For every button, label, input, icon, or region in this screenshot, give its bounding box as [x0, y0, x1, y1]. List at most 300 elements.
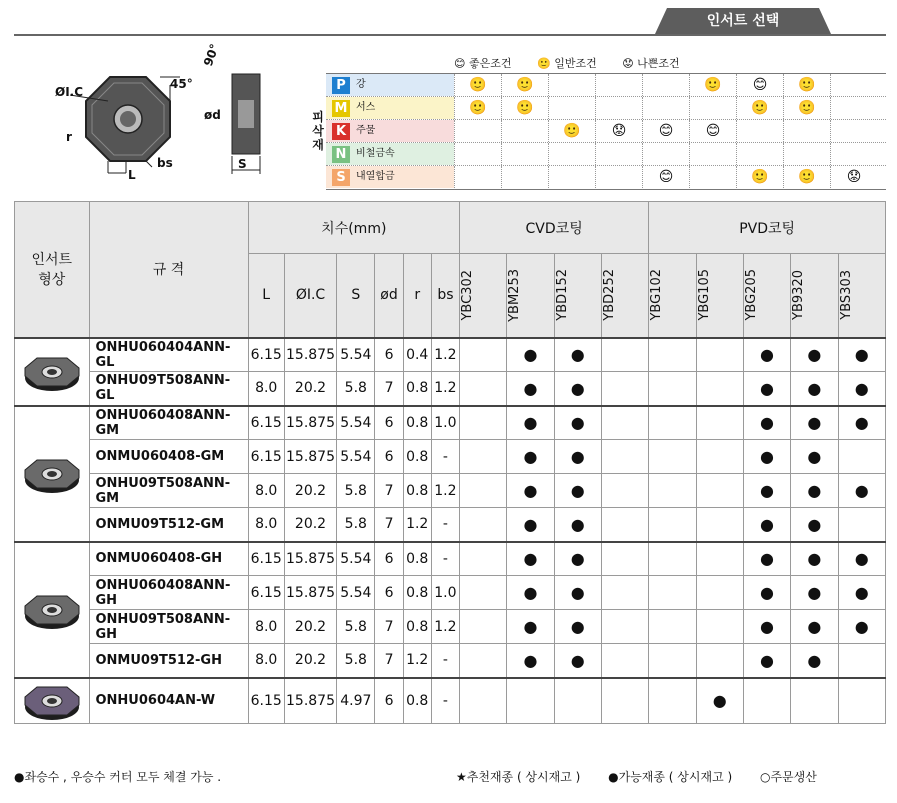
- material-condition-grid: [326, 73, 886, 190]
- dim-cell: 6.15: [248, 440, 284, 474]
- col-dim: S: [337, 254, 375, 338]
- grade-cell: [696, 474, 743, 508]
- condition-cell: [830, 143, 877, 165]
- dim-cell: -: [431, 644, 459, 678]
- table-row: [15, 372, 886, 406]
- grade-cell: [649, 610, 696, 644]
- grade-cell: [460, 610, 507, 644]
- dim-cell: 0.8: [403, 406, 431, 440]
- face-bad-icon: 😟: [595, 120, 642, 142]
- dim-cell: -: [431, 678, 459, 724]
- dim-cell: 0.8: [403, 576, 431, 610]
- col-dim: bs: [431, 254, 459, 338]
- grade-cell: ●: [791, 372, 838, 406]
- condition-cell: [689, 97, 736, 119]
- grade-cell: ●: [554, 474, 601, 508]
- col-dim: ØI.C: [284, 254, 336, 338]
- grade-cell: ●: [791, 644, 838, 678]
- condition-cell: [501, 120, 548, 142]
- condition-cell: [548, 166, 595, 188]
- dim-cell: 8.0: [248, 508, 284, 542]
- grade-cell: [601, 576, 648, 610]
- workpiece-side-label: 피 삭 재: [312, 110, 324, 152]
- condition-cell: [595, 97, 642, 119]
- grade-cell: ●: [791, 610, 838, 644]
- col-grade: YBG102: [649, 254, 696, 338]
- table-row: [15, 338, 886, 372]
- grade-cell: ●: [838, 338, 886, 372]
- grade-cell: [507, 678, 554, 724]
- material-name: 비철금속: [326, 143, 454, 165]
- dim-cell: 5.54: [337, 338, 375, 372]
- face-good-icon: 😊: [454, 57, 466, 70]
- grade-cell: ●: [791, 474, 838, 508]
- grade-cell: ●: [838, 474, 886, 508]
- grade-cell: [601, 678, 648, 724]
- spec-cell: ONHU09T508ANN-GM: [89, 474, 248, 508]
- col-grade: YBG205: [743, 254, 790, 338]
- legend-bad: 😟 나쁜조건: [622, 57, 680, 70]
- dim-cell: 6: [375, 678, 403, 724]
- face-good-icon: 😊: [689, 120, 736, 142]
- dim-cell: 0.8: [403, 678, 431, 724]
- dim-cell: 15.875: [284, 338, 336, 372]
- face-normal-icon: 🙂: [501, 74, 548, 96]
- section-title: 인서트 선택: [706, 13, 780, 29]
- grade-cell: ●: [743, 508, 790, 542]
- col-cvd: CVD코팅: [460, 202, 649, 254]
- grade-cell: [601, 406, 648, 440]
- grade-cell: [649, 542, 696, 576]
- insert-side-view-diagram: [228, 70, 268, 180]
- material-row-n: [326, 143, 886, 166]
- table-row: [15, 440, 886, 474]
- spec-cell: ONHU09T508ANN-GH: [89, 610, 248, 644]
- material-name: 내열합금: [326, 166, 454, 188]
- condition-legend: [454, 55, 702, 73]
- grade-cell: ●: [743, 474, 790, 508]
- grade-cell: ●: [507, 406, 554, 440]
- dim-cell: 0.4: [403, 338, 431, 372]
- material-code-badge: K: [332, 123, 350, 140]
- dim-cell: 20.2: [284, 644, 336, 678]
- face-normal-icon: 🙂: [454, 74, 501, 96]
- grade-cell: ●: [838, 372, 886, 406]
- dim-cell: 0.8: [403, 372, 431, 406]
- spec-cell: ONMU060408-GM: [89, 440, 248, 474]
- grade-cell: ●: [507, 644, 554, 678]
- grade-cell: [838, 644, 886, 678]
- condition-cell: [548, 74, 595, 96]
- col-grade: YBC302: [460, 254, 507, 338]
- grade-cell: ●: [507, 440, 554, 474]
- grade-cell: [601, 474, 648, 508]
- footer-legend: [456, 768, 817, 785]
- face-normal-icon: 🙂: [548, 120, 595, 142]
- grade-cell: ●: [507, 610, 554, 644]
- material-code-badge: S: [332, 169, 350, 186]
- grade-cell: ●: [507, 576, 554, 610]
- insert-shape-icon: [23, 679, 81, 723]
- grade-cell: [649, 440, 696, 474]
- grade-cell: ●: [507, 508, 554, 542]
- grade-cell: [696, 508, 743, 542]
- dim-cell: 7: [375, 474, 403, 508]
- face-normal-icon: 🙂: [501, 97, 548, 119]
- grade-cell: [460, 474, 507, 508]
- condition-cell: [595, 74, 642, 96]
- grade-cell: ●: [838, 406, 886, 440]
- grade-cell: [460, 440, 507, 474]
- grade-cell: [460, 542, 507, 576]
- section-header-tab: [655, 8, 831, 34]
- grade-cell: [696, 338, 743, 372]
- col-grade: YBD152: [554, 254, 601, 338]
- condition-cell: [783, 120, 830, 142]
- material-row-m: [326, 97, 886, 120]
- grade-cell: ●: [743, 576, 790, 610]
- condition-cell: [642, 143, 689, 165]
- table-row: [15, 542, 886, 576]
- col-grade: YBM253: [507, 254, 554, 338]
- grade-cell: ●: [838, 610, 886, 644]
- grade-cell: [460, 508, 507, 542]
- dim-cell: 1.2: [431, 610, 459, 644]
- grade-cell: [696, 406, 743, 440]
- dim-cell: 6: [375, 338, 403, 372]
- grade-cell: [649, 508, 696, 542]
- dim-cell: 6.15: [248, 542, 284, 576]
- insert-shape-cell: [15, 542, 90, 678]
- face-bad-icon: 😟: [830, 166, 877, 188]
- grade-cell: ●: [554, 610, 601, 644]
- grade-cell: [696, 610, 743, 644]
- col-dim: r: [403, 254, 431, 338]
- grade-cell: [649, 372, 696, 406]
- grade-cell: [696, 644, 743, 678]
- condition-cell: [501, 143, 548, 165]
- col-grade: YB9320: [791, 254, 838, 338]
- label-od: ød: [204, 108, 221, 122]
- grade-cell: [649, 644, 696, 678]
- grade-cell: [649, 406, 696, 440]
- table-row: [15, 474, 886, 508]
- dim-cell: 4.97: [337, 678, 375, 724]
- grade-cell: ●: [554, 576, 601, 610]
- face-good-icon: 😊: [642, 166, 689, 188]
- dim-cell: 15.875: [284, 542, 336, 576]
- grade-cell: [838, 678, 886, 724]
- condition-cell: [454, 120, 501, 142]
- condition-cell: [548, 143, 595, 165]
- footer-note: ●좌승수 , 우승수 커터 모두 체결 가능 .: [14, 770, 222, 784]
- dim-cell: 7: [375, 610, 403, 644]
- dim-cell: 15.875: [284, 576, 336, 610]
- grade-cell: ●: [554, 644, 601, 678]
- grade-cell: ●: [791, 338, 838, 372]
- dim-cell: 6.15: [248, 338, 284, 372]
- dim-cell: 20.2: [284, 508, 336, 542]
- grade-cell: ●: [743, 372, 790, 406]
- dim-cell: 7: [375, 372, 403, 406]
- insert-group: [15, 678, 886, 724]
- face-normal-icon: 🙂: [454, 97, 501, 119]
- dim-cell: 6.15: [248, 576, 284, 610]
- label-bs: bs: [157, 156, 173, 170]
- condition-cell: [830, 120, 877, 142]
- dim-cell: 8.0: [248, 372, 284, 406]
- grade-cell: [460, 338, 507, 372]
- grade-cell: ●: [554, 372, 601, 406]
- grade-cell: [838, 440, 886, 474]
- grade-cell: [743, 678, 790, 724]
- grade-cell: ●: [554, 542, 601, 576]
- face-normal-icon: 🙂: [783, 97, 830, 119]
- dim-cell: 5.54: [337, 406, 375, 440]
- dim-cell: 7: [375, 644, 403, 678]
- grade-cell: [791, 678, 838, 724]
- grade-cell: ●: [696, 678, 743, 724]
- material-row-k: [326, 120, 886, 143]
- col-grade: YBG105: [696, 254, 743, 338]
- grade-cell: ●: [554, 338, 601, 372]
- spec-cell: ONHU060404ANN-GL: [89, 338, 248, 372]
- condition-cell: [689, 166, 736, 188]
- grade-cell: [696, 372, 743, 406]
- dim-cell: 15.875: [284, 678, 336, 724]
- dim-cell: 6: [375, 542, 403, 576]
- insert-shape-cell: [15, 406, 90, 542]
- grade-cell: [460, 678, 507, 724]
- table-row: [15, 644, 886, 678]
- header-rule: [14, 34, 886, 36]
- face-normal-icon: 🙂: [536, 57, 551, 70]
- condition-cell: [642, 97, 689, 119]
- face-bad-icon: 😟: [622, 57, 634, 70]
- face-normal-icon: 🙂: [783, 74, 830, 96]
- grade-cell: [460, 372, 507, 406]
- grade-cell: [460, 644, 507, 678]
- dim-cell: 6.15: [248, 678, 284, 724]
- grade-cell: [601, 372, 648, 406]
- spec-cell: ONHU060408ANN-GM: [89, 406, 248, 440]
- col-grade: YBD252: [601, 254, 648, 338]
- dim-cell: 5.8: [337, 474, 375, 508]
- dim-cell: 1.2: [431, 474, 459, 508]
- spec-cell: ONHU060408ANN-GH: [89, 576, 248, 610]
- face-normal-icon: 🙂: [689, 74, 736, 96]
- grade-cell: ●: [507, 542, 554, 576]
- grade-cell: ●: [743, 610, 790, 644]
- grade-cell: ●: [554, 508, 601, 542]
- insert-shape-cell: [15, 338, 90, 406]
- insert-shape-icon: [23, 452, 81, 496]
- face-normal-icon: 🙂: [736, 97, 783, 119]
- col-dim: L: [248, 254, 284, 338]
- label-S: S: [238, 157, 247, 171]
- grade-cell: [696, 576, 743, 610]
- dim-cell: 5.8: [337, 508, 375, 542]
- condition-cell: [689, 143, 736, 165]
- legend-order: ○주문생산: [759, 770, 817, 784]
- condition-cell: [642, 74, 689, 96]
- grade-cell: ●: [507, 474, 554, 508]
- grade-cell: [554, 678, 601, 724]
- spec-cell: ONMU09T512-GM: [89, 508, 248, 542]
- material-code-badge: N: [332, 146, 350, 163]
- table-row: [15, 678, 886, 724]
- grade-cell: ●: [743, 644, 790, 678]
- insert-group: [15, 542, 886, 678]
- grade-cell: ●: [791, 406, 838, 440]
- grade-cell: [601, 644, 648, 678]
- legend-good: 😊 좋은조건: [454, 57, 512, 70]
- grade-cell: [696, 440, 743, 474]
- dim-cell: 5.8: [337, 644, 375, 678]
- grade-cell: ●: [791, 508, 838, 542]
- dim-cell: 8.0: [248, 610, 284, 644]
- dim-cell: 8.0: [248, 644, 284, 678]
- grade-cell: [696, 542, 743, 576]
- dim-cell: 1.2: [403, 508, 431, 542]
- material-code-badge: M: [332, 100, 350, 117]
- table-row: [15, 610, 886, 644]
- dim-cell: 6: [375, 406, 403, 440]
- material-row-p: [326, 74, 886, 97]
- dim-cell: 20.2: [284, 474, 336, 508]
- dim-cell: 0.8: [403, 474, 431, 508]
- grade-cell: ●: [743, 406, 790, 440]
- dim-cell: 0.8: [403, 440, 431, 474]
- grade-cell: [601, 508, 648, 542]
- dim-cell: 1.0: [431, 576, 459, 610]
- grade-cell: ●: [554, 440, 601, 474]
- grade-cell: [649, 678, 696, 724]
- grade-cell: [601, 440, 648, 474]
- dim-cell: -: [431, 508, 459, 542]
- condition-cell: [830, 97, 877, 119]
- grade-cell: ●: [743, 440, 790, 474]
- col-grade: YBS303: [838, 254, 886, 338]
- insert-group: [15, 406, 886, 542]
- grade-cell: [649, 474, 696, 508]
- condition-cell: [595, 143, 642, 165]
- face-good-icon: 😊: [736, 74, 783, 96]
- condition-cell: [454, 143, 501, 165]
- dim-cell: 20.2: [284, 372, 336, 406]
- insert-top-view-diagram: [60, 55, 200, 185]
- face-normal-icon: 🙂: [783, 166, 830, 188]
- grade-cell: ●: [554, 406, 601, 440]
- dim-cell: 5.54: [337, 576, 375, 610]
- material-name: 강: [326, 74, 454, 96]
- col-spec: 규 격: [89, 202, 248, 338]
- dim-cell: 6: [375, 576, 403, 610]
- col-dim: ød: [375, 254, 403, 338]
- condition-cell: [830, 74, 877, 96]
- grade-cell: ●: [743, 542, 790, 576]
- grade-cell: [601, 542, 648, 576]
- dim-cell: 5.54: [337, 542, 375, 576]
- dim-cell: 20.2: [284, 610, 336, 644]
- dim-cell: -: [431, 440, 459, 474]
- material-code-badge: P: [332, 77, 350, 94]
- grade-cell: [460, 406, 507, 440]
- spec-cell: ONMU060408-GH: [89, 542, 248, 576]
- insert-shape-icon: [23, 588, 81, 632]
- dim-cell: 0.8: [403, 542, 431, 576]
- dim-cell: 5.54: [337, 440, 375, 474]
- dim-cell: -: [431, 542, 459, 576]
- condition-cell: [736, 120, 783, 142]
- grade-cell: ●: [838, 542, 886, 576]
- condition-cell: [454, 166, 501, 188]
- material-name: 주물: [326, 120, 454, 142]
- spec-cell: ONHU09T508ANN-GL: [89, 372, 248, 406]
- dim-cell: 15.875: [284, 440, 336, 474]
- label-angle-45: 45°: [170, 77, 193, 91]
- condition-cell: [501, 166, 548, 188]
- face-normal-icon: 🙂: [736, 166, 783, 188]
- label-r: r: [66, 130, 72, 144]
- label-ic: ØI.C: [55, 85, 84, 99]
- insert-group: [15, 338, 886, 406]
- grade-cell: [649, 576, 696, 610]
- table-row: [15, 406, 886, 440]
- dim-cell: 0.8: [403, 610, 431, 644]
- table-row: [15, 508, 886, 542]
- col-shape: 인서트 형상: [15, 202, 90, 338]
- insert-spec-table: [14, 201, 886, 724]
- dim-cell: 6.15: [248, 406, 284, 440]
- grade-cell: [601, 610, 648, 644]
- grade-cell: [460, 576, 507, 610]
- spec-cell: ONHU0604AN-W: [89, 678, 248, 724]
- condition-cell: [548, 97, 595, 119]
- label-L: L: [128, 168, 136, 182]
- grade-cell: ●: [838, 576, 886, 610]
- dim-cell: 5.8: [337, 610, 375, 644]
- face-good-icon: 😊: [642, 120, 689, 142]
- grade-cell: ●: [507, 338, 554, 372]
- condition-cell: [783, 143, 830, 165]
- legend-normal: 🙂 일반조건: [536, 57, 597, 70]
- table-row: [15, 576, 886, 610]
- condition-cell: [736, 143, 783, 165]
- legend-recommended: ★추천재종 ( 상시재고 ): [456, 770, 581, 784]
- grade-cell: [601, 338, 648, 372]
- dim-cell: 1.2: [431, 338, 459, 372]
- condition-cell: [595, 166, 642, 188]
- spec-cell: ONMU09T512-GH: [89, 644, 248, 678]
- grade-cell: ●: [791, 440, 838, 474]
- col-pvd: PVD코팅: [649, 202, 886, 254]
- label-angle-90: 90°: [200, 41, 222, 69]
- grade-cell: [649, 338, 696, 372]
- material-name: 서스: [326, 97, 454, 119]
- dim-cell: 1.2: [403, 644, 431, 678]
- grade-cell: [838, 508, 886, 542]
- grade-cell: ●: [743, 338, 790, 372]
- dim-cell: 1.0: [431, 406, 459, 440]
- dim-cell: 8.0: [248, 474, 284, 508]
- material-row-s: [326, 166, 886, 189]
- grade-cell: ●: [507, 372, 554, 406]
- dim-cell: 6: [375, 440, 403, 474]
- insert-shape-cell: [15, 678, 90, 724]
- col-dims: 치수(mm): [248, 202, 459, 254]
- dim-cell: 1.2: [431, 372, 459, 406]
